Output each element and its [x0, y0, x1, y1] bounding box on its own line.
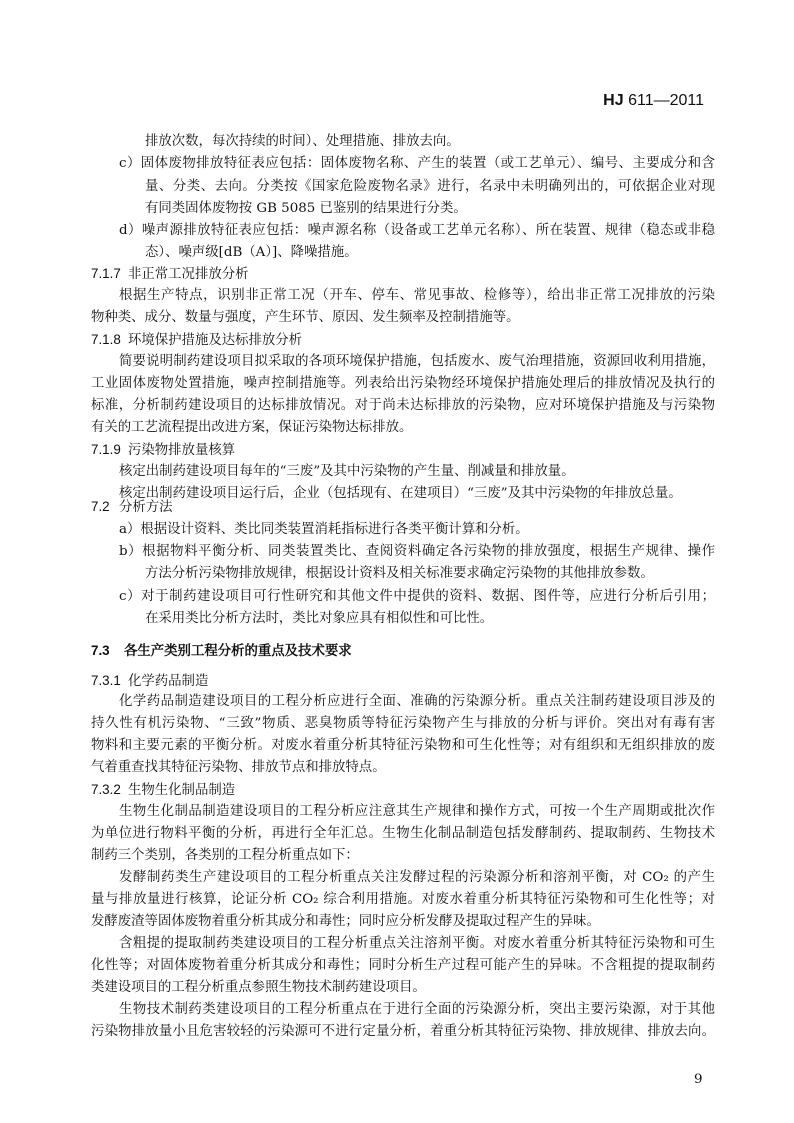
section-heading-7-1-9	[91, 439, 235, 461]
paragraph-line: 核定出制药建设项目运行后，企业（包括现有、在建项目）“三废”及其中污染物的年排放总量。	[119, 486, 682, 501]
text-line: 在采用类比分析方法时，类比对象应具有相似性和可比性。	[145, 611, 494, 626]
section-number: 7.1.9	[91, 442, 121, 457]
paragraph-line: 发酵废渣等固体废物着重分析其成分和毒性；同时应分析发酵及提取过程产生的异味。	[91, 914, 600, 929]
standard-code-header	[603, 92, 704, 110]
list-item-b: b）根据物料平衡分析、同类装置类比、查阅资料确定各污染物的排放强度，根据生产规律、操作	[119, 544, 715, 559]
section-title: 非正常工况排放分析	[128, 266, 249, 281]
paragraph-line: 有关的工艺流程提出改进方案，保证污染物达标排放。	[91, 420, 413, 435]
paragraph-line: 气着重查找其特征污染物、排放节点和排放特点。	[91, 760, 386, 775]
section-heading-7-2	[91, 496, 173, 518]
section-heading-7-3	[91, 640, 352, 662]
paragraph-line: 持久性有机污染物、“三致”物质、恶臭物质等特征污染物产生与排放的分析与评价。突出对有毒有害	[91, 716, 715, 731]
paragraph-line: 简要说明制药建设项目拟采取的各项环境保护措施，包括废水、废气治理措施，资源回收利用措施，	[119, 354, 715, 369]
text-line: 有同类固体废物按 GB 5085 已鉴别的结果进行分类。	[145, 201, 467, 216]
standard-number: 611—2011	[628, 92, 704, 109]
section-number: 7.3.2	[91, 782, 121, 797]
paragraph-line: 根据生产特点，识别非正常工况（开车、停车、常见事故、检修等），给出非正常工况排放的污染	[119, 288, 715, 303]
list-item-c: c）固体废物排放特征表应包括：固体废物名称、产生的装置（或工艺单元）、编号、主要成分和含	[119, 156, 715, 171]
paragraph-line: 生物生化制品制造建设项目的工程分析应注意其生产规律和操作方式，可按一个生产周期或批次作	[119, 804, 715, 819]
paragraph-line: 为单位进行物料平衡的分析，再进行全年汇总。生物生化制品制造包括发酵制药、提取制药、生物技术	[91, 826, 715, 841]
paragraph-line: 工业固体废物处置措施，噪声控制措施等。列表给出污染物经环境保护措施处理后的排放情况及执行的	[91, 376, 715, 391]
paragraph-line: 物种类、成分、数量与强度，产生环节、原因、发生频率及控制措施等。	[91, 310, 520, 325]
paragraph-line: 污染物排放量小且危害较轻的污染源可不进行定量分析，着重分析其特征污染物、排放规律、排放去向。	[91, 1024, 715, 1039]
paragraph-line: 类建设项目的工程分析重点参照生物技术制药建设项目。	[91, 980, 426, 995]
section-number: 7.1.8	[91, 332, 121, 347]
page-number: 9	[694, 1072, 703, 1087]
section-number: 7.1.7	[91, 266, 121, 281]
paragraph-line: 核定出制药建设项目每年的“三废”及其中污染物的产生量、削减量和排放量。	[119, 464, 575, 479]
section-title: 环境保护措施及达标排放分析	[128, 332, 303, 347]
section-number: 7.3	[91, 643, 110, 658]
list-item-d: d）噪声源排放特征表应包括：噪声源名称（设备或工艺单元名称）、所在装置、规律（稳态或非稳	[119, 223, 715, 238]
section-title: 各生产类别工程分析的重点及技术要求	[124, 643, 352, 658]
section-heading-7-1-8	[91, 329, 302, 351]
paragraph-line: 量与排放量进行核算，论证分析 CO₂ 综合利用措施。对废水着重分析其特征污染物和可生化性等；对	[91, 892, 715, 907]
section-heading-7-3-1	[91, 670, 208, 692]
paragraph-line: 生物技术制药类建设项目的工程分析重点在于进行全面的污染源分析，突出主要污染源，对于其他	[119, 1002, 715, 1017]
section-heading-7-3-2	[91, 779, 235, 801]
text-line: 方法分析污染物排放规律，根据设计资料及相关标准要求确定污染物的其他排放参数。	[145, 566, 654, 581]
list-item-a: a）根据设计资料、类比同类装置消耗指标进行各类平衡计算和分析。	[119, 522, 529, 537]
list-item-c: c）对于制药建设项目可行性研究和其他文件中提供的资料、数据、图件等，应进行分析后引用；	[119, 589, 715, 604]
paragraph-line: 标准，分析制药建设项目的达标排放情况。对于尚未达标排放的污染物，应对环境保护措施及与污染物	[91, 398, 715, 413]
section-title: 生物生化制品制造	[128, 782, 236, 797]
paragraph-line: 发酵制药类生产建设项目的工程分析重点关注发酵过程的污染源分析和溶剂平衡，对 CO₂ 的产生	[119, 870, 715, 885]
section-number: 7.2	[91, 499, 110, 514]
section-title: 污染物排放量核算	[128, 442, 236, 457]
text-line: 排放次数，每次持续的时间）、处理措施、排放去向。	[145, 134, 460, 149]
paragraph-line: 化学药品制造建设项目的工程分析应进行全面、准确的污染源分析。重点关注制药建设项目涉及的	[119, 694, 715, 709]
section-title: 分析方法	[119, 499, 173, 514]
section-heading-7-1-7	[91, 263, 249, 285]
section-number: 7.3.1	[91, 673, 121, 688]
paragraph-line: 制药三个类别，各类别的工程分析重点如下：	[91, 848, 359, 863]
paragraph-line: 化性等；对固体废物着重分析其成分和毒性；同时分析生产过程可能产生的异味。不含粗提的提取制药	[91, 958, 715, 973]
paragraph-line: 含粗提的提取制药类建设项目的工程分析重点关注溶剂平衡。对废水着重分析其特征污染物和可生	[119, 936, 715, 951]
text-line: 量、分类、去向。分类按《国家危险废物名录》进行，名录中未明确列出的，可依据企业对现	[145, 179, 715, 194]
standard-prefix: HJ	[603, 92, 624, 109]
section-title: 化学药品制造	[128, 673, 209, 688]
paragraph-line: 物料和主要元素的平衡分析。对废水着重分析其特征污染物和可生化性等；对有组织和无组织排放的废	[91, 738, 715, 753]
text-line: 态）、噪声级[dB（A）]、降噪措施。	[145, 245, 358, 260]
